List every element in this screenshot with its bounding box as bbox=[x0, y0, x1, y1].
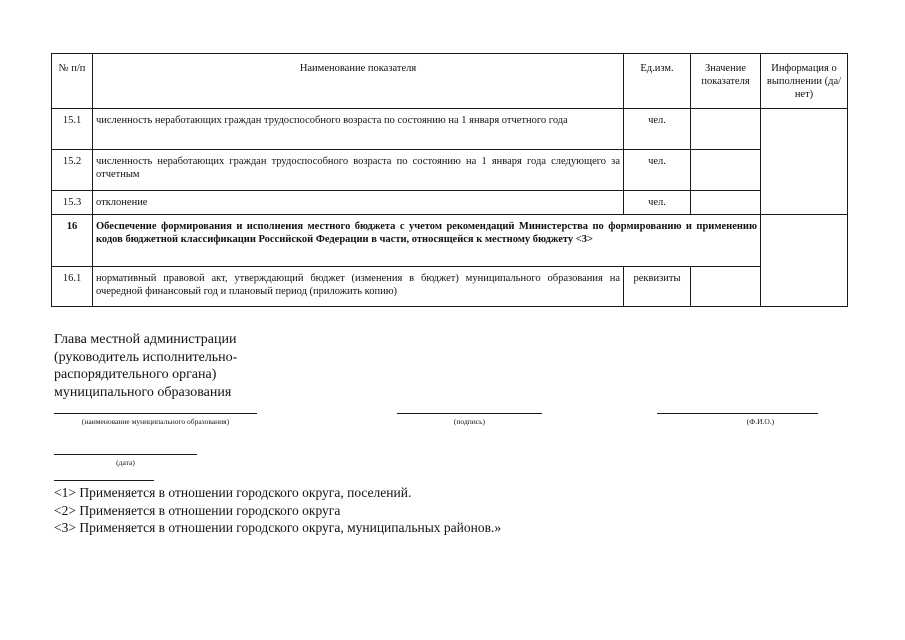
date-line[interactable] bbox=[54, 454, 197, 455]
row-unit: реквизиты bbox=[624, 267, 691, 307]
header-value: Значение показателя bbox=[691, 54, 761, 109]
header-unit: Ед.изм. bbox=[624, 54, 691, 109]
table-row bbox=[52, 267, 848, 307]
row-value-cell[interactable] bbox=[691, 191, 761, 215]
footnotes bbox=[54, 484, 501, 537]
footnote-2: <2> Применяется в отношении городского округа bbox=[54, 502, 341, 518]
footnote-1: <1> Применяется в отношении городского округа, поселений. bbox=[54, 485, 412, 500]
info-cell-15[interactable] bbox=[761, 109, 848, 215]
row-value-cell[interactable] bbox=[691, 109, 761, 150]
date-label: (дата) bbox=[116, 458, 135, 467]
signature-label: (подпись) bbox=[453, 417, 486, 426]
fullname-line[interactable] bbox=[657, 413, 818, 414]
row-value-cell[interactable] bbox=[691, 267, 761, 307]
row-num: 15.2 bbox=[52, 150, 93, 191]
row-name: Обеспечение формирования и исполнения местного бюджета с учетом рекомендаций Министерства по формированию и применению кодов бюджетной классификации Российской Федерации в части, относящейся к местному бюджету <3> bbox=[93, 215, 761, 267]
indicator-table bbox=[51, 53, 848, 307]
footnote-3: <3> Применяется в отношении городского округа, муниципальных районов.» bbox=[54, 520, 502, 535]
table-row bbox=[52, 215, 848, 267]
row-name: численность неработающих граждан трудоспособного возраста по состоянию на 1 января отчетного года bbox=[93, 109, 624, 150]
fullname-label: (Ф.И.О.) bbox=[746, 417, 775, 426]
row-name: отклонение bbox=[93, 191, 624, 215]
row-name: численность неработающих граждан трудоспособного возраста по состоянию на 1 января года следующего за отчетным bbox=[93, 150, 624, 191]
municipality-label: (наименование муниципального образования) bbox=[81, 417, 230, 426]
head-line: Глава местной администрации bbox=[54, 332, 237, 347]
table-row bbox=[52, 150, 848, 191]
row-unit: чел. bbox=[624, 191, 691, 215]
row-num: 16.1 bbox=[52, 267, 93, 307]
row-num: 16 bbox=[52, 215, 93, 267]
footnote-separator bbox=[54, 480, 154, 481]
head-of-administration-title bbox=[54, 331, 237, 401]
table-header-row bbox=[52, 54, 848, 109]
row-name: нормативный правовой акт, утверждающий бюджет (изменения в бюджет) муниципального образования на очередной финансовый год и плановый период (приложить копию) bbox=[93, 267, 624, 307]
head-line: распорядительного органа) bbox=[54, 367, 217, 382]
row-unit: чел. bbox=[624, 109, 691, 150]
table-row bbox=[52, 191, 848, 215]
head-line: муниципального образования bbox=[54, 384, 232, 400]
info-cell-16[interactable] bbox=[761, 215, 848, 307]
row-unit: чел. bbox=[624, 150, 691, 191]
head-line: (руководитель исполнительно- bbox=[54, 349, 238, 365]
header-info: Информация о выполнении (да/ нет) bbox=[761, 54, 848, 109]
row-num: 15.1 bbox=[52, 109, 93, 150]
header-name: Наименование показателя bbox=[93, 54, 624, 109]
table-row bbox=[52, 109, 848, 150]
row-value-cell[interactable] bbox=[691, 150, 761, 191]
signature-line[interactable] bbox=[397, 413, 542, 414]
header-num: № п/п bbox=[52, 54, 93, 109]
municipality-line[interactable] bbox=[54, 413, 257, 414]
row-num: 15.3 bbox=[52, 191, 93, 215]
